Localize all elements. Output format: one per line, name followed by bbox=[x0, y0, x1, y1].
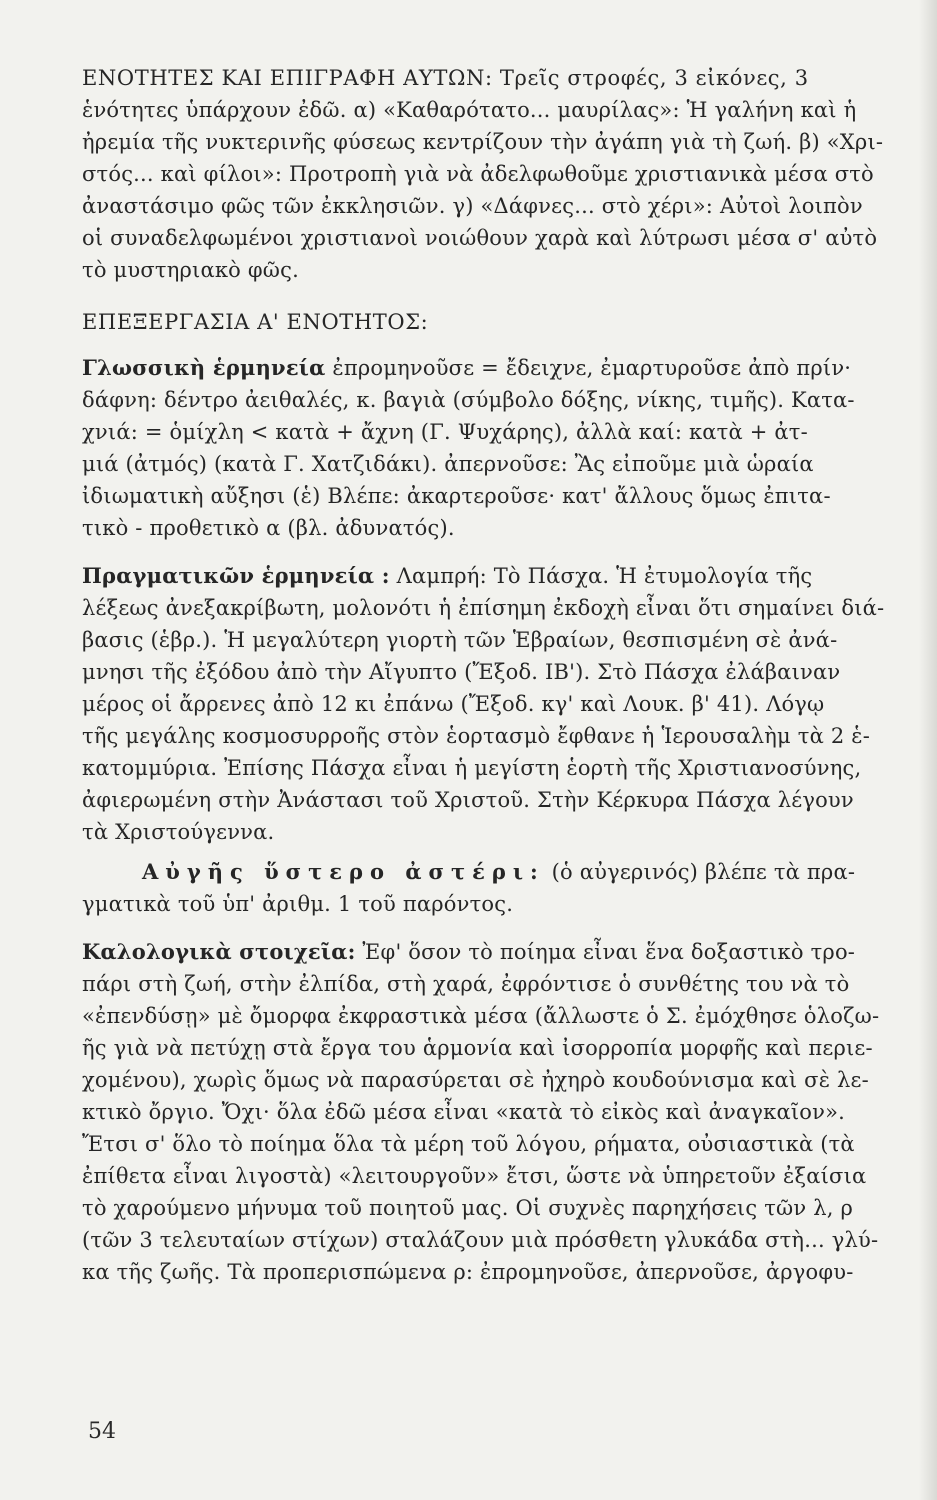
section-heading: ΕΠΕΞΕΡΓΑΣΙΑ Α' ΕΝΟΤΗΤΟΣ: bbox=[82, 310, 429, 334]
text-line: (τῶν 3 τελευταίων στίχων) σταλάζουν μιὰ πρόσθετη γλυκάδα στὴ... γλύ- bbox=[82, 1228, 879, 1252]
text-line bbox=[82, 352, 932, 384]
text-line: γματικὰ τοῦ ὑπ' ἀριθμ. 1 τοῦ παρόντος. bbox=[82, 892, 514, 916]
term-label: Αὐγῆς ὕστερο ἀστέρι: bbox=[142, 859, 545, 884]
text-fragment: Λαμπρή: Τὸ Πάσχα. Ἡ ἐτυμολογία τῆς bbox=[389, 564, 813, 588]
text-line: τικὸ - προθετικὸ α (βλ. ἀδυνατός). bbox=[82, 516, 455, 540]
text-line: βασις (ἑβρ.). Ἡ μεγαλύτερη γιορτὴ τῶν Ἑβραίων, θεσπισμένη σὲ ἀνά- bbox=[82, 628, 838, 652]
text-line: μέρος οἱ ἄρρενες ἀπὸ 12 κι ἐπάνω (Ἔξοδ. κγ' καὶ Λουκ. β' 41). Λόγῳ bbox=[82, 692, 825, 716]
text-line: κα τῆς ζωῆς. Τὰ προπερισπώμενα ρ: ἐπρομηνοῦσε, ἀπερνοῦσε, ἀργοφυ- bbox=[82, 1260, 854, 1284]
text-line: χομένου), χωρὶς ὅμως νὰ παρασύρεται σὲ ἠχηρὸ κουδούνισμα καὶ σὲ λε- bbox=[82, 1068, 869, 1092]
subsection-label: Καλολογικὰ στοιχεῖα: bbox=[82, 939, 356, 964]
text-line: «ἐπενδύσῃ» μὲ ὄμορφα ἐκφραστικὰ μέσα (ἄλλωστε ὁ Σ. ἐμόχθησε ὁλοζω- bbox=[82, 1004, 880, 1028]
section-linguistic-interpretation bbox=[82, 352, 932, 544]
text-line bbox=[82, 560, 932, 592]
text-line: κατομμύρια. Ἐπίσης Πάσχα εἶναι ἡ μεγίστη ἑορτὴ τῆς Χριστιανοσύνης, bbox=[82, 756, 862, 780]
text-line: ἀφιερωμένη στὴν Ἀνάστασι τοῦ Χριστοῦ. Στὴν Κέρκυρα Πάσχα λέγουν bbox=[82, 788, 854, 812]
spacer bbox=[82, 920, 932, 936]
text-fragment: ἐπρομηνοῦσε = ἔδειχνε, ἐμαρτυροῦσε ἀπὸ πρίν· bbox=[325, 356, 852, 380]
text-line: οἱ συναδελφωμένοι χριστιανοὶ νοιώθουν χαρὰ καὶ λύτρωσι μέσα σ' αὐτὸ bbox=[82, 226, 878, 250]
text-line: δάφνη: δέντρο ἀειθαλές, κ. βαγιὰ (σύμβολο δόξης, νίκης, τιμῆς). Κατα- bbox=[82, 388, 855, 412]
section-units-and-titles bbox=[82, 62, 932, 286]
subsection-label: Γλωσσικὴ ἑρμηνεία bbox=[82, 355, 326, 380]
text-fragment: Ἐφ' ὅσον τὸ ποίημα εἶναι ἕνα δοξαστικὸ τρο- bbox=[355, 940, 856, 964]
section-stylistic-elements bbox=[82, 936, 932, 1288]
page-text bbox=[82, 62, 932, 1288]
text-line: ἠρεμία τῆς νυκτερινῆς φύσεως κεντρίζουν τὴν ἀγάπη γιὰ τὴ ζωή. β) «Χρι- bbox=[82, 130, 884, 154]
text-fragment: (ὁ αὐγερινός) βλέπε τὰ πρα- bbox=[544, 860, 856, 884]
text-line: μνησι τῆς ἐξόδου ἀπὸ τὴν Αἴγυπτο (Ἔξοδ. ΙΒ'). Στὸ Πάσχα ἐλάβαιναν bbox=[82, 660, 841, 684]
text-line: τὸ μυστηριακὸ φῶς. bbox=[82, 258, 299, 282]
spacer bbox=[82, 848, 932, 856]
text-line: Ἔτσι σ' ὅλο τὸ ποίημα ὅλα τὰ μέρη τοῦ λόγου, ρήματα, οὐσιαστικὰ (τὰ bbox=[82, 1132, 855, 1156]
text-line: λέξεως ἀνεξακρίβωτη, μολονότι ἡ ἐπίσημη ἐκδοχὴ εἶναι ὅτι σημαίνει διά- bbox=[82, 596, 885, 620]
text-line: μιά (ἀτμός) (κατὰ Γ. Χατζιδάκι). ἀπερνοῦσε: Ἂς εἰποῦμε μιὰ ὡραία bbox=[82, 452, 814, 476]
text-line: ΕΝΟΤΗΤΕΣ ΚΑΙ ΕΠΙΓΡΑΦΗ ΑΥΤΩΝ: Τρεῖς στροφές, 3 εἰκόνες, 3 bbox=[82, 66, 809, 90]
text-line: ἑνότητες ὑπάρχουν ἐδῶ. α) «Καθαρότατο... μαυρίλας»: Ἡ γαλήνη καὶ ἡ bbox=[82, 98, 857, 122]
text-line: χνιά: = ὁμίχλη < κατὰ + ἄχνη (Γ. Ψυχάρης), ἀλλὰ καί: κατὰ + ἀτ- bbox=[82, 420, 808, 444]
subsection-label: Πραγματικῶν ἑρμηνεία : bbox=[82, 563, 390, 588]
text-line bbox=[82, 856, 932, 888]
spacer bbox=[82, 544, 932, 560]
text-line: ῆς γιὰ νὰ πετύχῃ στὰ ἔργα του ἁρμονία καὶ ἰσορροπία μορφῆς καὶ περιε- bbox=[82, 1036, 873, 1060]
text-line: ἐπίθετα εἶναι λιγοστὰ) «λειτουργοῦν» ἔτσι, ὥστε νὰ ὑπηρετοῦν ἐξαίσια bbox=[82, 1164, 867, 1188]
text-line: ἀναστάσιμο φῶς τῶν ἐκκλησιῶν. γ) «Δάφνες... στὸ χέρι»: Αὐτοὶ λοιπὸν bbox=[82, 194, 863, 218]
text-line: κτικὸ ὄργιο. Ὄχι· ὅλα ἐδῶ μέσα εἶναι «κατὰ τὸ εἰκὸς καὶ ἀναγκαῖον». bbox=[82, 1100, 846, 1124]
text-line: τῆς μεγάλης κοσμοσυρροῆς στὸν ἑορτασμὸ ἔφθανε ἡ Ἱερουσαλὴμ τὰ 2 ἑ- bbox=[82, 724, 871, 748]
text-line: τὰ Χριστούγεννα. bbox=[82, 820, 275, 844]
text-line: στός... καὶ φίλοι»: Προτροπὴ γιὰ νὰ ἀδελφωθοῦμε χριστιανικὰ μέσα στὸ bbox=[82, 162, 874, 186]
section-factual-interpretation bbox=[82, 560, 932, 920]
text-line: πάρι στὴ ζωή, στὴν ἐλπίδα, στὴ χαρά, ἐφρόντισε ὁ συνθέτης του νὰ τὸ bbox=[82, 972, 850, 996]
text-line: τὸ χαρούμενο μήνυμα τοῦ ποιητοῦ μας. Οἱ συχνὲς παρηχήσεις τῶν λ, ρ bbox=[82, 1196, 853, 1220]
text-line: ἰδιωματικὴ αὔξησι (ἑ) Βλέπε: ἀκαρτεροῦσε· κατ' ἄλλους ὅμως ἐπιτα- bbox=[82, 484, 831, 508]
page-number: 54 bbox=[88, 1419, 116, 1444]
text-line bbox=[82, 936, 932, 968]
